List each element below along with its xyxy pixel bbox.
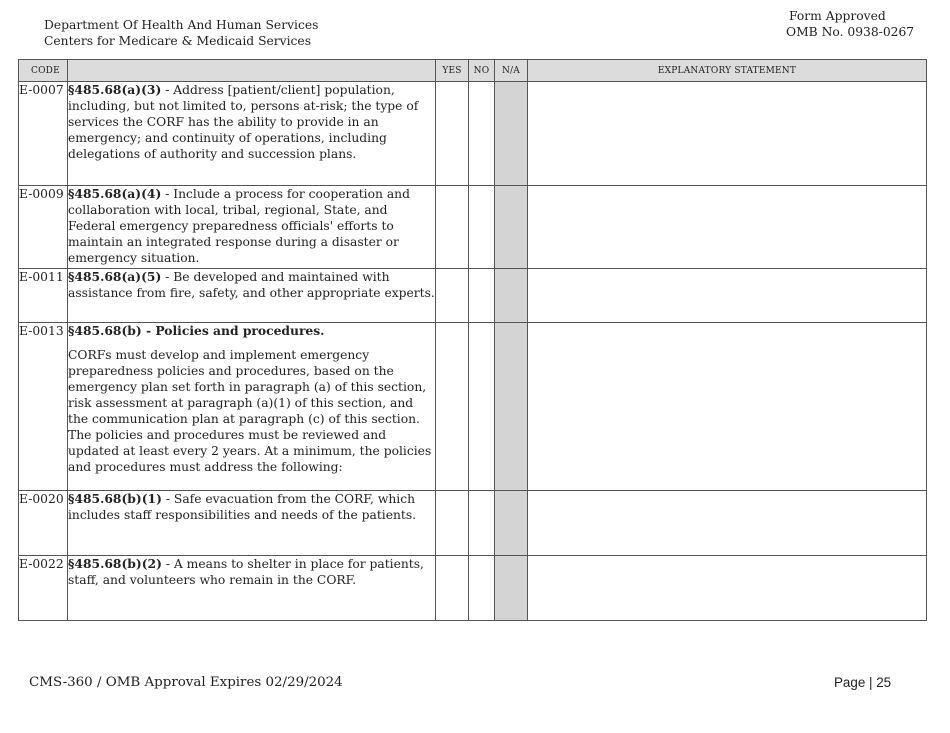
agency-subname: Centers for Medicare & Medicaid Services	[44, 34, 312, 48]
requirement-cell	[68, 269, 436, 323]
requirement-text: - Include a process for cooperation and collaboration with local, tribal, regional, State, and Federal emergency preparedness officials' efforts to maintain an integrated response during a disaster or emergency situation.	[68, 187, 410, 265]
yes-column-header: YES	[436, 60, 469, 82]
citation: §485.68(b) - Policies and procedures.	[68, 323, 325, 338]
form-approved-label: Form Approved	[789, 9, 886, 23]
no-cell[interactable]	[469, 82, 495, 186]
code-column-header: CODE	[19, 60, 68, 82]
requirement-cell	[68, 556, 436, 621]
row-code: E-0013	[19, 323, 68, 491]
explanatory-column-header: EXPLANATORY STATEMENT	[528, 60, 927, 82]
citation: §485.68(b)(2)	[68, 556, 162, 571]
requirement-text: - Safe evacuation from the CORF, which	[161, 492, 416, 506]
page-number: Page | 25	[834, 675, 892, 690]
citation: §485.68(b)(1)	[68, 491, 162, 506]
explanatory-cell[interactable]	[528, 323, 927, 491]
na-cell[interactable]	[495, 269, 528, 323]
requirement-text: - Be developed and maintained with assistance from fire, safety, and other appropriate experts.	[68, 270, 435, 300]
na-cell[interactable]	[495, 556, 528, 621]
citation: §485.68(a)(3)	[68, 82, 162, 97]
requirement-text-line2: includes staff responsibilities and needs of the patients.	[68, 508, 417, 522]
requirement-cell	[68, 323, 436, 491]
yes-cell[interactable]	[436, 556, 469, 621]
na-cell[interactable]	[495, 82, 528, 186]
omb-number: OMB No. 0938-0267	[786, 25, 915, 39]
yes-cell[interactable]	[436, 186, 469, 269]
table-row	[19, 269, 927, 323]
citation: §485.68(a)(5)	[68, 269, 162, 284]
table-row	[19, 491, 927, 556]
row-code: E-0011	[19, 269, 68, 323]
no-cell[interactable]	[469, 186, 495, 269]
row-code: E-0009	[19, 186, 68, 269]
na-cell[interactable]	[495, 323, 528, 491]
explanatory-cell[interactable]	[528, 556, 927, 621]
form-approval-block	[786, 8, 914, 40]
requirement-text: - A means to shelter in place for patients, staff, and volunteers who remain in the CORF.	[68, 557, 424, 587]
yes-cell[interactable]	[436, 491, 469, 556]
requirement-paragraph: CORFs must develop and implement emergency preparedness policies and procedures, based on the emergency plan set forth in paragraph (a) of this section, risk assessment at paragraph (a)(1) of this section, and the communication plan at paragraph (c) of this section. The policies and procedures must be reviewed and updated at least every 2 years. At a minimum, the policies and procedures must address the following:	[68, 348, 432, 474]
row-code: E-0020	[19, 491, 68, 556]
no-cell[interactable]	[469, 491, 495, 556]
requirement-column-header	[68, 60, 436, 82]
no-column-header: NO	[469, 60, 495, 82]
row-code: E-0022	[19, 556, 68, 621]
table-header-row	[19, 60, 927, 82]
na-cell[interactable]	[495, 491, 528, 556]
no-cell[interactable]	[469, 323, 495, 491]
explanatory-cell[interactable]	[528, 269, 927, 323]
yes-cell[interactable]	[436, 269, 469, 323]
row-code: E-0007	[19, 82, 68, 186]
explanatory-cell[interactable]	[528, 186, 927, 269]
requirement-text: - Address [patient/client] population, including, but not limited to, persons at-risk; the type of services the CORF has the ability to provide in an emergency; and continuity of operations, including delegations of authority and succession plans.	[68, 83, 419, 161]
requirement-cell	[68, 82, 436, 186]
table-row	[19, 82, 927, 186]
explanatory-cell[interactable]	[528, 82, 927, 186]
no-cell[interactable]	[469, 269, 495, 323]
agency-header	[44, 17, 318, 49]
agency-name: Department Of Health And Human Services	[44, 18, 319, 32]
no-cell[interactable]	[469, 556, 495, 621]
yes-cell[interactable]	[436, 323, 469, 491]
requirement-cell	[68, 186, 436, 269]
na-cell[interactable]	[495, 186, 528, 269]
form-footer: CMS-360 / OMB Approval Expires 02/29/2024	[29, 675, 343, 690]
table-row	[19, 323, 927, 491]
yes-cell[interactable]	[436, 82, 469, 186]
table-row	[19, 556, 927, 621]
citation: §485.68(a)(4)	[68, 186, 162, 201]
requirement-cell	[68, 491, 436, 556]
survey-table	[18, 59, 927, 621]
explanatory-cell[interactable]	[528, 491, 927, 556]
na-column-header: N/A	[495, 60, 528, 82]
table-row	[19, 186, 927, 269]
